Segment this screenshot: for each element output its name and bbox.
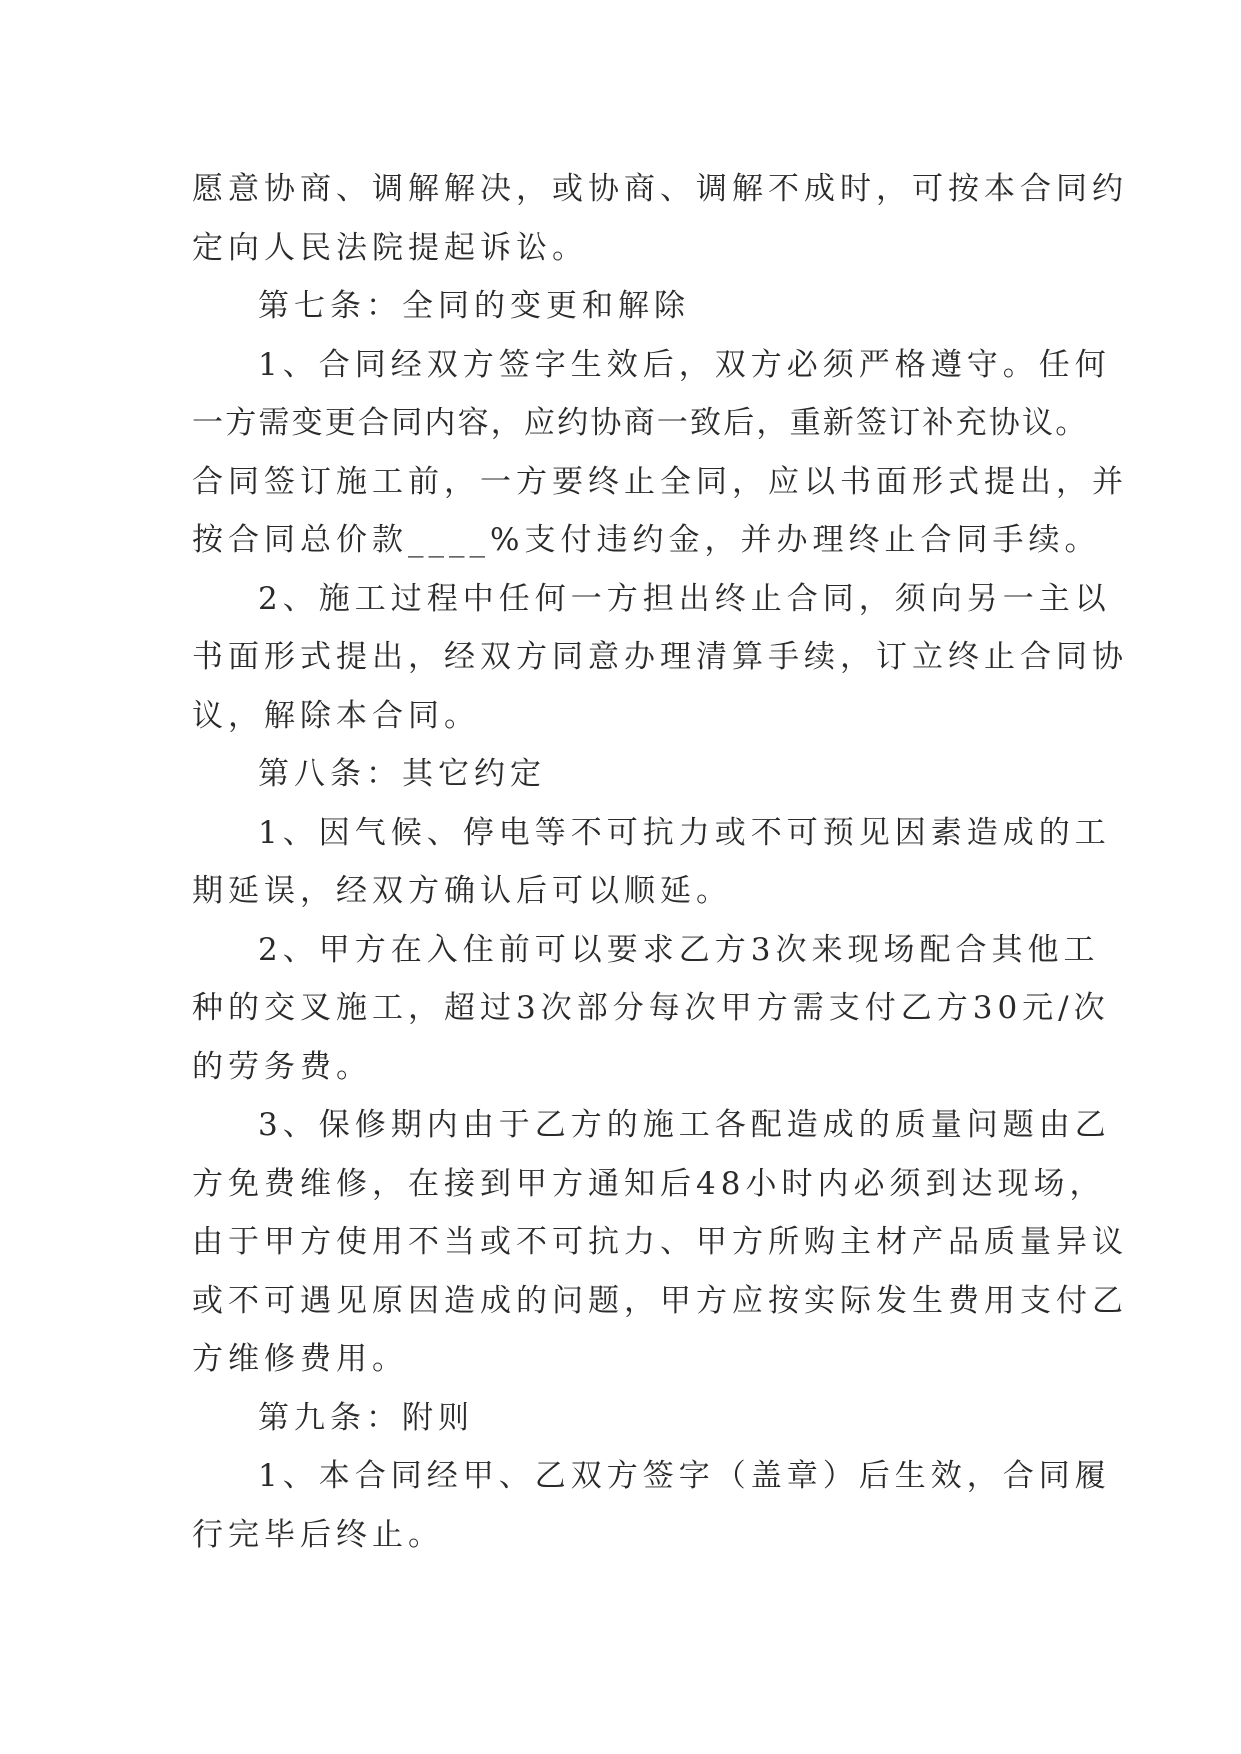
paragraph-line: 1、本合同经甲、乙双方签字（盖章）后生效，合同履: [258, 1458, 1111, 1494]
paragraph-line: 行完毕后终止。: [192, 1516, 444, 1553]
paragraph-line: 1、合同经双方签字生效后，双方必须严格遵守。任何: [258, 346, 1111, 383]
paragraph-line: 一方需变更合同内容，应约协商一致后，重新签订补充协议。: [192, 405, 1089, 441]
paragraph-line: 2、施工过程中任何一方担出终止合同，须向另一主以: [258, 580, 1111, 617]
paragraph-line: 期延误，经双方确认后可以顺延。: [192, 873, 732, 909]
section-heading-7: 第七条：全同的变更和解除: [258, 288, 690, 324]
document-body: [192, 160, 1128, 1564]
paragraph-line: 方维修费用。: [192, 1341, 408, 1377]
paragraph-line: 合同签订施工前，一方要终止全同，应以书面形式提出，并: [192, 463, 1128, 500]
paragraph-line: 或不可遇见原因造成的问题，甲方应按实际发生费用支付乙: [192, 1282, 1128, 1319]
section-heading-8: 第八条：其它约定: [258, 756, 546, 792]
paragraph-line: 种的交叉施工，超过3次部分每次甲方需支付乙方30元/次: [192, 990, 1110, 1026]
paragraph-line: 3、保修期内由于乙方的施工各配造成的质量问题由乙: [258, 1107, 1111, 1143]
paragraph-line: 方免费维修，在接到甲方通知后48小时内必须到达现场，: [192, 1165, 1106, 1202]
section-heading-9: 第九条：附则: [258, 1399, 474, 1436]
paragraph-line: 定向人民法院提起诉讼。: [192, 229, 588, 266]
paragraph-line: 议，解除本合同。: [192, 697, 480, 734]
paragraph-line: 1、因气候、停电等不可抗力或不可预见因素造成的工: [258, 814, 1111, 851]
paragraph-line: 2、甲方在入住前可以要求乙方3次来现场配合其他工: [258, 931, 1100, 968]
paragraph-line: 由于甲方使用不当或不可抗力、甲方所购主材产品质量异议: [192, 1224, 1128, 1260]
paragraph-line: 按合同总价款____%支付违约金，并办理终止合同手续。: [192, 522, 1101, 558]
paragraph-line: 愿意协商、调解解决，或协商、调解不成时，可按本合同约: [192, 171, 1128, 207]
paragraph-line: 书面形式提出，经双方同意办理清算手续，订立终止合同协: [192, 639, 1128, 675]
paragraph-line: 的劳务费。: [192, 1048, 372, 1085]
